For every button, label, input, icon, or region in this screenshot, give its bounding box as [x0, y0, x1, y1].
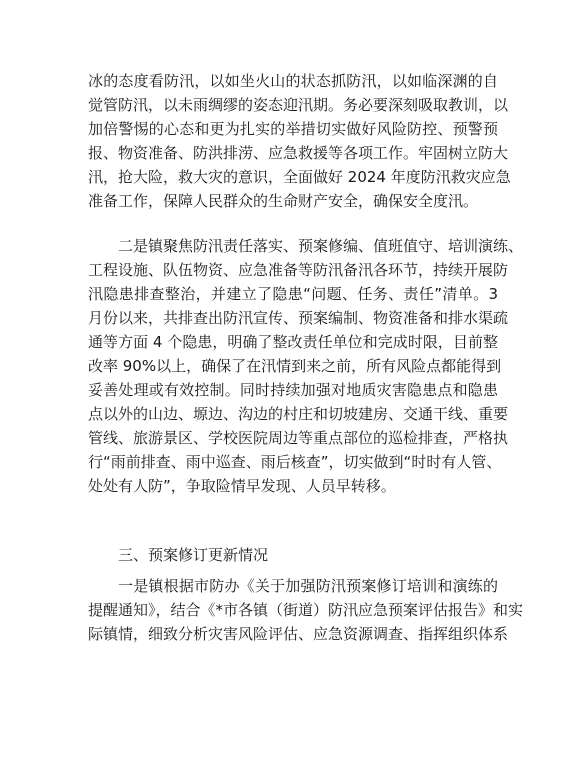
section-heading-block	[88, 543, 498, 567]
paragraph-3	[88, 574, 524, 646]
paragraph-line: 二是镇聚焦防汛责任落实、预案修编、值班值守、培训演练、	[118, 237, 524, 255]
paragraph-line: 处处有人防”，争取险情早发现、人员早转移。	[88, 477, 396, 495]
paragraph-2	[88, 234, 524, 498]
paragraph-line: 汛隐患排查整治，并建立了隐患“问题、任务、责任”清单。3	[88, 285, 498, 303]
paragraph-line: 汛，抢大险，救大灾的意识，全面做好 2024 年度防汛救灾应急	[88, 168, 511, 186]
section-heading: 三、预案修订更新情况	[118, 546, 269, 564]
paragraph-line: 报、物资准备、防洪排涝、应急救援等各项工作。牢固树立防大	[88, 144, 509, 162]
paragraph-line: 月份以来，共排查出防汛宣传、预案编制、物资准备和排水渠疏	[88, 309, 509, 327]
paragraph-line: 觉管防汛，以未雨绸缪的姿态迎汛期。务必要深刻吸取教训，以	[88, 96, 509, 114]
paragraph-line: 提醒通知》，结合《*市各镇（街道）防汛应急预案评估报告》和实	[88, 601, 524, 619]
paragraph-line: 点以外的山边、塬边、沟边的村庄和切坡建房、交通干线、重要	[88, 405, 509, 423]
paragraph-line: 妥善处理或有效控制。同时持续加强对地质灾害隐患点和隐患	[88, 381, 498, 399]
paragraph-line: 准备工作，保障人民群众的生命财产安全，确保安全度汛。	[88, 192, 479, 210]
paragraph-line: 改率 90%以上，确保了在汛情到来之前，所有风险点都能得到	[88, 357, 502, 375]
paragraph-line: 际镇情，细致分析灾害风险评估、应急资源调查、指挥组织体系	[88, 625, 509, 643]
paragraph-1	[88, 69, 511, 213]
paragraph-line: 工程设施、队伍物资、应急准备等防汛备汛各环节，持续开展防	[88, 261, 509, 279]
paragraph-line: 一是镇根据市防办《关于加强防汛预案修订培训和演练的	[118, 577, 498, 595]
paragraph-line: 冰的态度看防汛，以如坐火山的状态抓防汛，以如临深渊的自	[88, 72, 498, 90]
paragraph-line: 通等方面 4 个隐患，明确了整改责任单位和完成时限，目前整	[88, 333, 498, 351]
paragraph-line: 行“雨前排查、雨中巡查、雨后核查”，切实做到“时时有人管、	[88, 453, 502, 471]
paragraph-line: 加倍警惕的心态和更为扎实的举措切实做好风险防控、预警预	[88, 120, 498, 138]
paragraph-line: 管线、旅游景区、学校医院周边等重点部位的巡检排查，严格执	[88, 429, 509, 447]
